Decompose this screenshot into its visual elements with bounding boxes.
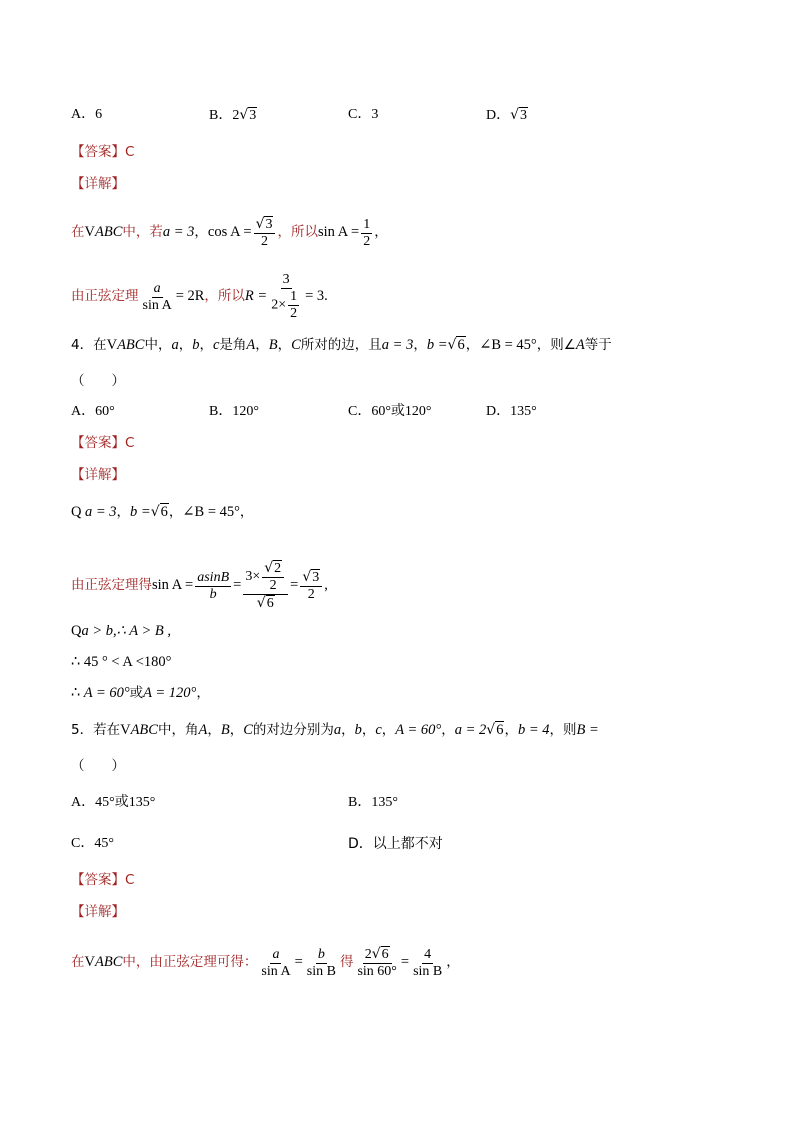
q4-l2-fraction-2: 3× $\frac{√2}{2}$ √6 [243,560,288,612]
q5-c5: ， [381,722,396,738]
q5-l1-fraction-2: $\frac{b}{\text{sin B}}$ [306,946,336,979]
q5-option-d: D．以上都不对 [348,836,443,852]
q5-ask: B = [576,722,599,738]
q5-option-c: C．45° [71,836,114,851]
q4-cond-b-sqrt: √6 [447,337,465,353]
q4-l1-end: ， [239,504,254,520]
q3-l2-eq: = 2R [175,288,205,305]
q4-c4: ， [277,337,292,353]
q5-l1-abc: ABC [94,954,123,971]
q5-stem-b: 中，角 [157,722,199,738]
q4-option-c: C．60°或120° [348,404,432,419]
q5-l1-text-2: 中，由正弦定理可得： [122,954,258,971]
q3-l1-text-2: 中，若 [122,224,163,241]
q5-detail-line-1 [71,946,460,980]
q5-l1-text-1: 在 [71,954,85,971]
q4-answer: 【答案】C [71,435,135,451]
q4-l2-sin: sin A = [152,577,194,594]
q4-l2-end: , [324,577,328,594]
q5-ang-a: A [198,722,208,738]
triangle-symbol: V [120,722,131,738]
q5-option-b: B．135° [348,795,398,810]
q5-stem-c: 的对边分别为 [252,722,334,738]
q5-c3: ， [341,722,355,738]
q5-stem-a: 5．若在 [71,722,121,738]
q3-l1-abc: ABC [94,224,123,241]
q5-cond-a: a = 2 [454,722,487,738]
q4-ang-a: A [246,337,256,353]
q3-option-d-prefix: D． [486,108,511,123]
q5-l1-eq2: = [400,954,410,971]
q4-detail-line-3 [71,621,171,642]
q4-va: a [171,337,179,353]
q3-answer: 【答案】C [71,144,135,160]
q3-option-c: C．3 [348,107,379,122]
q5-cond-b: b = 4 [517,722,550,738]
q4-cond-a: a = 3 [381,337,414,353]
q4-option-b: B．120° [209,404,259,419]
q5-va: a [333,722,342,738]
q5-vb: b [354,722,362,738]
q4-stem-f: 等于 [584,337,612,353]
q4-stem-d: 所对的边，且 [300,337,382,353]
q3-detail-line-2 [71,272,328,322]
q5-stem [71,720,599,741]
q5-cond-a-sqrt: √6 [486,722,504,738]
q3-option-a: A．6 [71,107,103,122]
q3-l1-sep: ， [194,224,208,241]
q5-l1-eq1: = [294,954,303,971]
q4-detail-line-5 [71,683,210,704]
q4-l1-b: b = [130,504,151,520]
q4-l1-angle: ∠B = 45° [182,504,240,520]
q4-l3-text: a > b,∴ A > B , [81,623,171,639]
q4-l4-text: ∴ 45 ° < A <180° [71,654,172,670]
triangle-symbol: V [84,224,95,241]
q5-l1-fraction-4: $\frac{4}{\text{sin B}}$ [413,946,443,979]
q4-l5-a: A = 60° [83,685,130,701]
q4-l2-eq1: = [233,577,242,594]
q4-l1-b-sqrt: √6 [150,504,168,520]
q4-stem-e: ，则∠ [536,337,576,353]
q5-cond-angle: A = 60° [395,722,442,738]
q4-detail-label: 【详解】 [71,467,125,483]
q3-l1-cos: cos A = [207,224,252,241]
q5-ang-c: C [243,722,253,738]
q4-ang-b: B [268,337,278,353]
q3-option-b-sqrt: √3 [239,107,257,123]
q3-l2-result: = 3 [305,288,325,305]
q3-l2-end: . [324,288,328,305]
q4-ang-a2: A [575,337,585,353]
q3-option-b [209,105,257,126]
q5-option-a: A．45°或135° [71,795,156,810]
q5-c1: ， [207,722,221,738]
q4-stem-c: 是角 [219,337,247,353]
q3-option-b-coef: 2 [232,108,240,123]
triangle-symbol: V [84,954,95,971]
q4-l2-eq2: = [290,577,299,594]
q3-l1-cos-fraction: $\frac{√3}{2}$ [254,216,276,250]
q4-l2-fraction-3: $\frac{√3}{2}$ [300,569,322,603]
q5-abc: ABC [130,722,158,738]
therefore-symbol: ∴ [71,685,81,701]
q4-l1-a: a = 3 [84,504,117,520]
q3-detail-line-1 [71,216,388,250]
q4-abc: ABC [117,337,145,353]
q5-answer-paren: （ ） [71,758,125,774]
q4-l2-text: 由正弦定理得 [71,577,152,594]
q3-option-b-prefix: B． [209,108,233,123]
q4-detail-line-1 [71,502,253,523]
q4-c6: ， [465,337,480,353]
q5-detail-label: 【详解】 [71,904,125,920]
q4-c5: ， [413,337,427,353]
because-symbol: Q [71,504,82,520]
q4-c3: ， [255,337,269,353]
q3-l1-text-1: 在 [71,224,85,241]
q5-answer: 【答案】C [71,872,135,888]
q4-cond-b: b = [426,337,448,353]
q5-c2: ， [229,722,244,738]
q4-vb: b [192,337,200,353]
q3-l1-sin: sin A = [317,224,360,241]
q4-stem-a: 4．在 [71,337,107,353]
q4-vc: c [212,337,220,353]
q4-stem-b: 中， [144,337,172,353]
q3-l1-sin-fraction: $\frac{1}{2}$ [363,216,371,249]
q5-c7: ， [504,722,518,738]
q3-option-d-sqrt: √3 [510,107,528,123]
q3-l1-cond: a = 3 [162,224,195,241]
q5-vc: c [375,722,382,738]
q5-c6: ， [441,722,455,738]
q3-l1-text-3: ，所以 [277,224,318,241]
q3-l2-text-2: ，所以 [204,288,245,305]
q4-ang-c: C [291,337,301,353]
q4-c2: ， [199,337,213,353]
q4-l2-fraction-1: $\frac{asinB}{b}$ [197,569,230,602]
q4-stem [71,335,612,356]
q4-cond-angle: ∠B = 45° [479,337,537,353]
q3-option-d [486,105,528,126]
q4-answer-paren: （ ） [71,373,125,389]
q4-l5-end: ， [196,685,210,701]
q4-c1: ， [178,337,193,353]
q3-l2-fraction: $\frac{a}{\text{sin A}}$ [142,280,172,313]
q3-l1-end: ， [374,224,388,241]
q4-option-a: A．60° [71,404,115,419]
q5-c4: ， [361,722,376,738]
q4-l1-c1: ， [116,504,131,520]
q5-l1-fraction-1: $\frac{a}{\text{sin A}}$ [261,946,291,979]
q4-detail-line-4 [71,652,171,672]
q5-l1-end: ， [446,954,460,971]
q5-stem-d: ，则 [549,722,577,738]
q4-l1-c2: ， [168,504,183,520]
q4-l5-or: 或 [129,685,144,701]
q5-ang-b: B [220,722,230,738]
q4-detail-line-2 [71,560,328,612]
q5-l1-fraction-3: $\frac{2√6}{\sin 60^\circ}$ [357,946,397,979]
q4-option-d: D．135° [486,404,537,419]
q4-l5-b: A = 120° [143,685,197,701]
q3-l2-r: R = [244,288,268,305]
because-symbol: Q [71,623,82,639]
q5-l1-de: 得 [339,954,354,971]
triangle-symbol: V [106,337,118,353]
q3-l2-r-fraction: 3 2× $\frac{1}{2}$ [271,272,298,321]
q3-l2-text-1: 由正弦定理 [71,288,139,305]
q3-detail-label: 【详解】 [71,176,125,192]
